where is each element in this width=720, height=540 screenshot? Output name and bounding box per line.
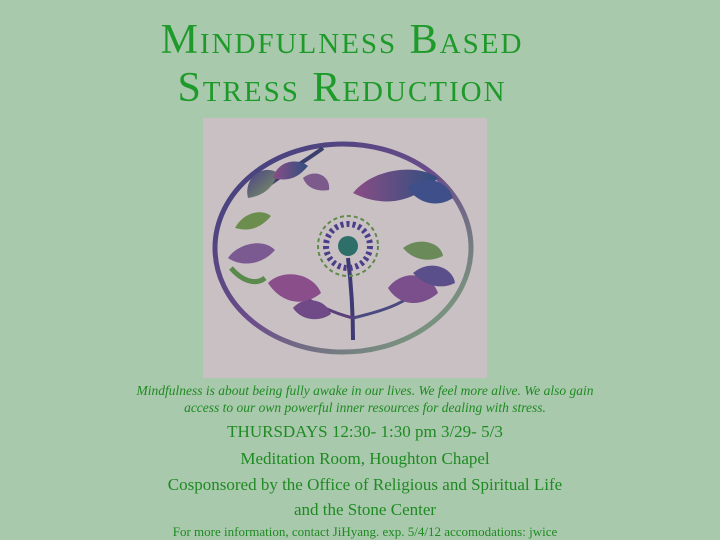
leaf-cluster-top-right: [353, 170, 453, 204]
leaf-cluster-top-left: [235, 162, 329, 230]
intro-paragraph: [0, 382, 720, 416]
title-line-1: Mindfulness Based: [160, 17, 524, 63]
schedule-text: THURSDAYS 12:30- 1:30 pm 3/29- 5/3: [227, 422, 503, 441]
leaf-cluster-left: [228, 243, 275, 281]
leaf-cluster-bottom: [268, 242, 455, 320]
cosponsor-line-1: Cosponsored by the Office of Religious and Spiritual Life: [167, 475, 563, 494]
intro-line-1: Mindfulness is about being fully awake in our lives. We feel more alive. We also gain: [136, 383, 594, 398]
botanical-circle-artwork: [203, 118, 487, 378]
location-text: Meditation Room, Houghton Chapel: [240, 449, 490, 468]
contact-info: For more information, contact JiHyang. exp. 5/4/12 accomodations: jwice: [172, 524, 558, 539]
title-line-2: Stress Reduction: [177, 65, 507, 111]
cosponsor-line-2: and the Stone Center: [293, 500, 437, 519]
botanical-illustration: [203, 118, 487, 378]
intro-line-2: access to our own powerful inner resources for dealing with stress.: [184, 400, 546, 415]
